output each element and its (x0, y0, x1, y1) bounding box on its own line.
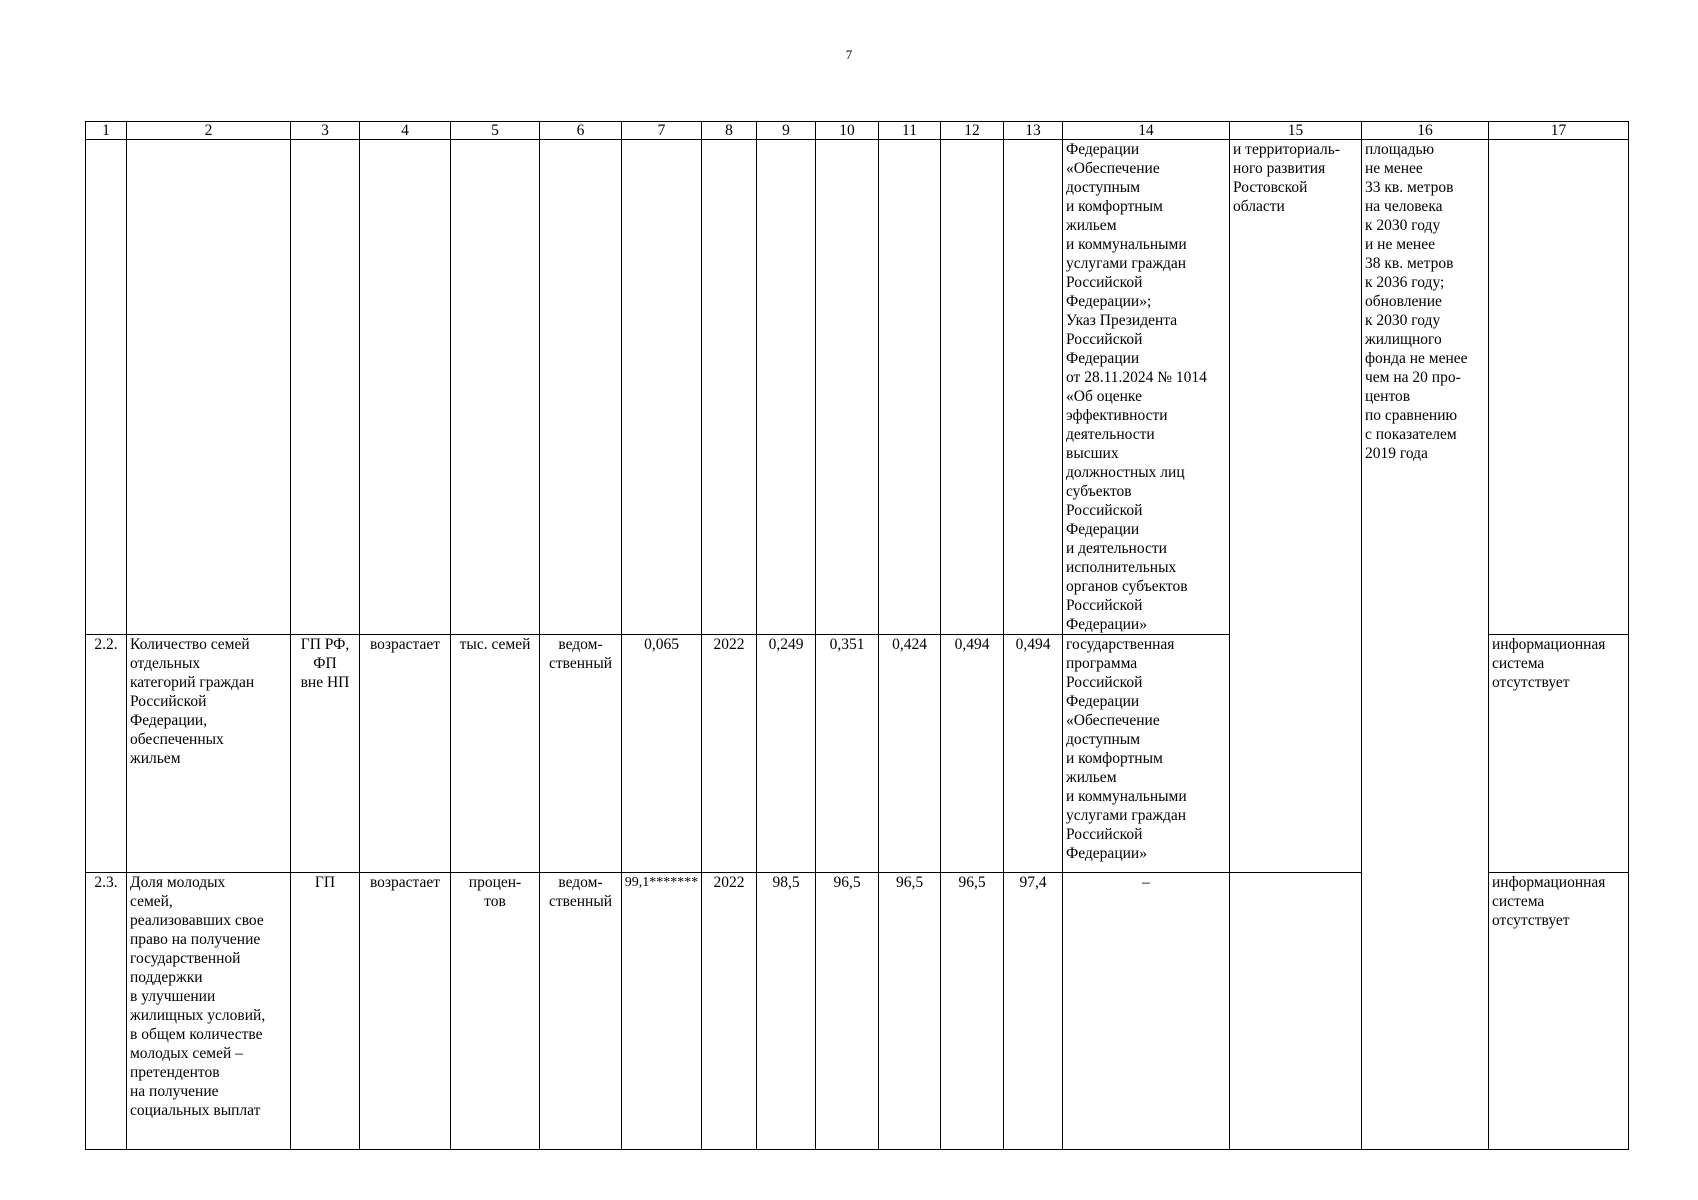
page-number: 7 (845, 47, 853, 62)
column-header: 10 (816, 122, 879, 140)
value-cell: 0,249 (757, 635, 816, 873)
indicator-type: ведом- ственный (540, 635, 622, 873)
value-cell: 96,5 (816, 873, 879, 1150)
legal-basis-cell: государственная программа Российской Федерации «Обеспечение доступным и комфортным жильем и коммунальными услугами граждан Российской Федерации» (1063, 635, 1230, 873)
trend-cell: возрастает (360, 635, 451, 873)
column-header: 15 (1230, 122, 1362, 140)
column-header: 2 (127, 122, 291, 140)
info-system-cell: информационная система отсутствует (1489, 873, 1629, 1150)
value-cell: 0,494 (1004, 635, 1063, 873)
legal-basis-cell: Федерации «Обеспечение доступным и комфортным жильем и коммунальными услугами граждан Российской Федерации»; Указ Президента Российской Федерации от 28.11.2024 № 1014 «Об оценке эффективности деятельности высших должностных лиц субъектов Российской Федерации и деятельности исполнительных органов субъектов Российской Федерации» (1063, 140, 1230, 635)
column-header: 17 (1489, 122, 1629, 140)
base-value: 99,1******* (622, 873, 702, 1150)
value-cell: 0,351 (816, 635, 879, 873)
column-header: 12 (941, 122, 1004, 140)
indicator-name: Доля молодых семей, реализовавших свое право на получение государственной поддержки в улучшении жилищных условий, в общем количестве молодых семей – претендентов на получение социальных выплат (127, 873, 291, 1150)
base-year: 2022 (702, 635, 757, 873)
legal-basis-cell: – (1063, 873, 1230, 1150)
column-header: 11 (879, 122, 941, 140)
indicator-type: ведом- ственный (540, 873, 622, 1150)
info-system-cell: информационная система отсутствует (1489, 635, 1629, 873)
base-value: 0,065 (622, 635, 702, 873)
column-header: 16 (1362, 122, 1489, 140)
responsible-cell: и территориаль- ного развития Ростовской области (1230, 140, 1362, 873)
column-header: 9 (757, 122, 816, 140)
indicator-level: ГП (291, 873, 360, 1150)
column-header: 7 (622, 122, 702, 140)
indicator-table (85, 121, 1629, 1150)
column-header: 3 (291, 122, 360, 140)
column-header: 14 (1063, 122, 1230, 140)
value-cell: 97,4 (1004, 873, 1063, 1150)
base-year: 2022 (702, 873, 757, 1150)
column-header: 5 (451, 122, 540, 140)
unit-cell: процен- тов (451, 873, 540, 1150)
column-header: 6 (540, 122, 622, 140)
column-header: 13 (1004, 122, 1063, 140)
value-cell: 98,5 (757, 873, 816, 1150)
row-number: 2.3. (86, 873, 127, 1150)
goal-link-cell: площадью не менее 33 кв. метров на человека к 2030 году и не менее 38 кв. метров к 2036 году; обновление к 2030 году жилищного фонда не менее чем на 20 про- центов по сравнению с показателем 2019 года (1362, 140, 1489, 1150)
column-number-row (86, 122, 1629, 140)
unit-cell: тыс. семей (451, 635, 540, 873)
indicator-name: Количество семей отдельных категорий граждан Российской Федерации, обеспеченных жильем (127, 635, 291, 873)
trend-cell: возрастает (360, 873, 451, 1150)
value-cell: 96,5 (941, 873, 1004, 1150)
column-header: 1 (86, 122, 127, 140)
column-header: 4 (360, 122, 451, 140)
row-number: 2.2. (86, 635, 127, 873)
value-cell: 96,5 (879, 873, 941, 1150)
continuation-row (86, 140, 1629, 635)
column-header: 8 (702, 122, 757, 140)
value-cell: 0,494 (941, 635, 1004, 873)
value-cell: 0,424 (879, 635, 941, 873)
indicator-level: ГП РФ, ФП вне НП (291, 635, 360, 873)
